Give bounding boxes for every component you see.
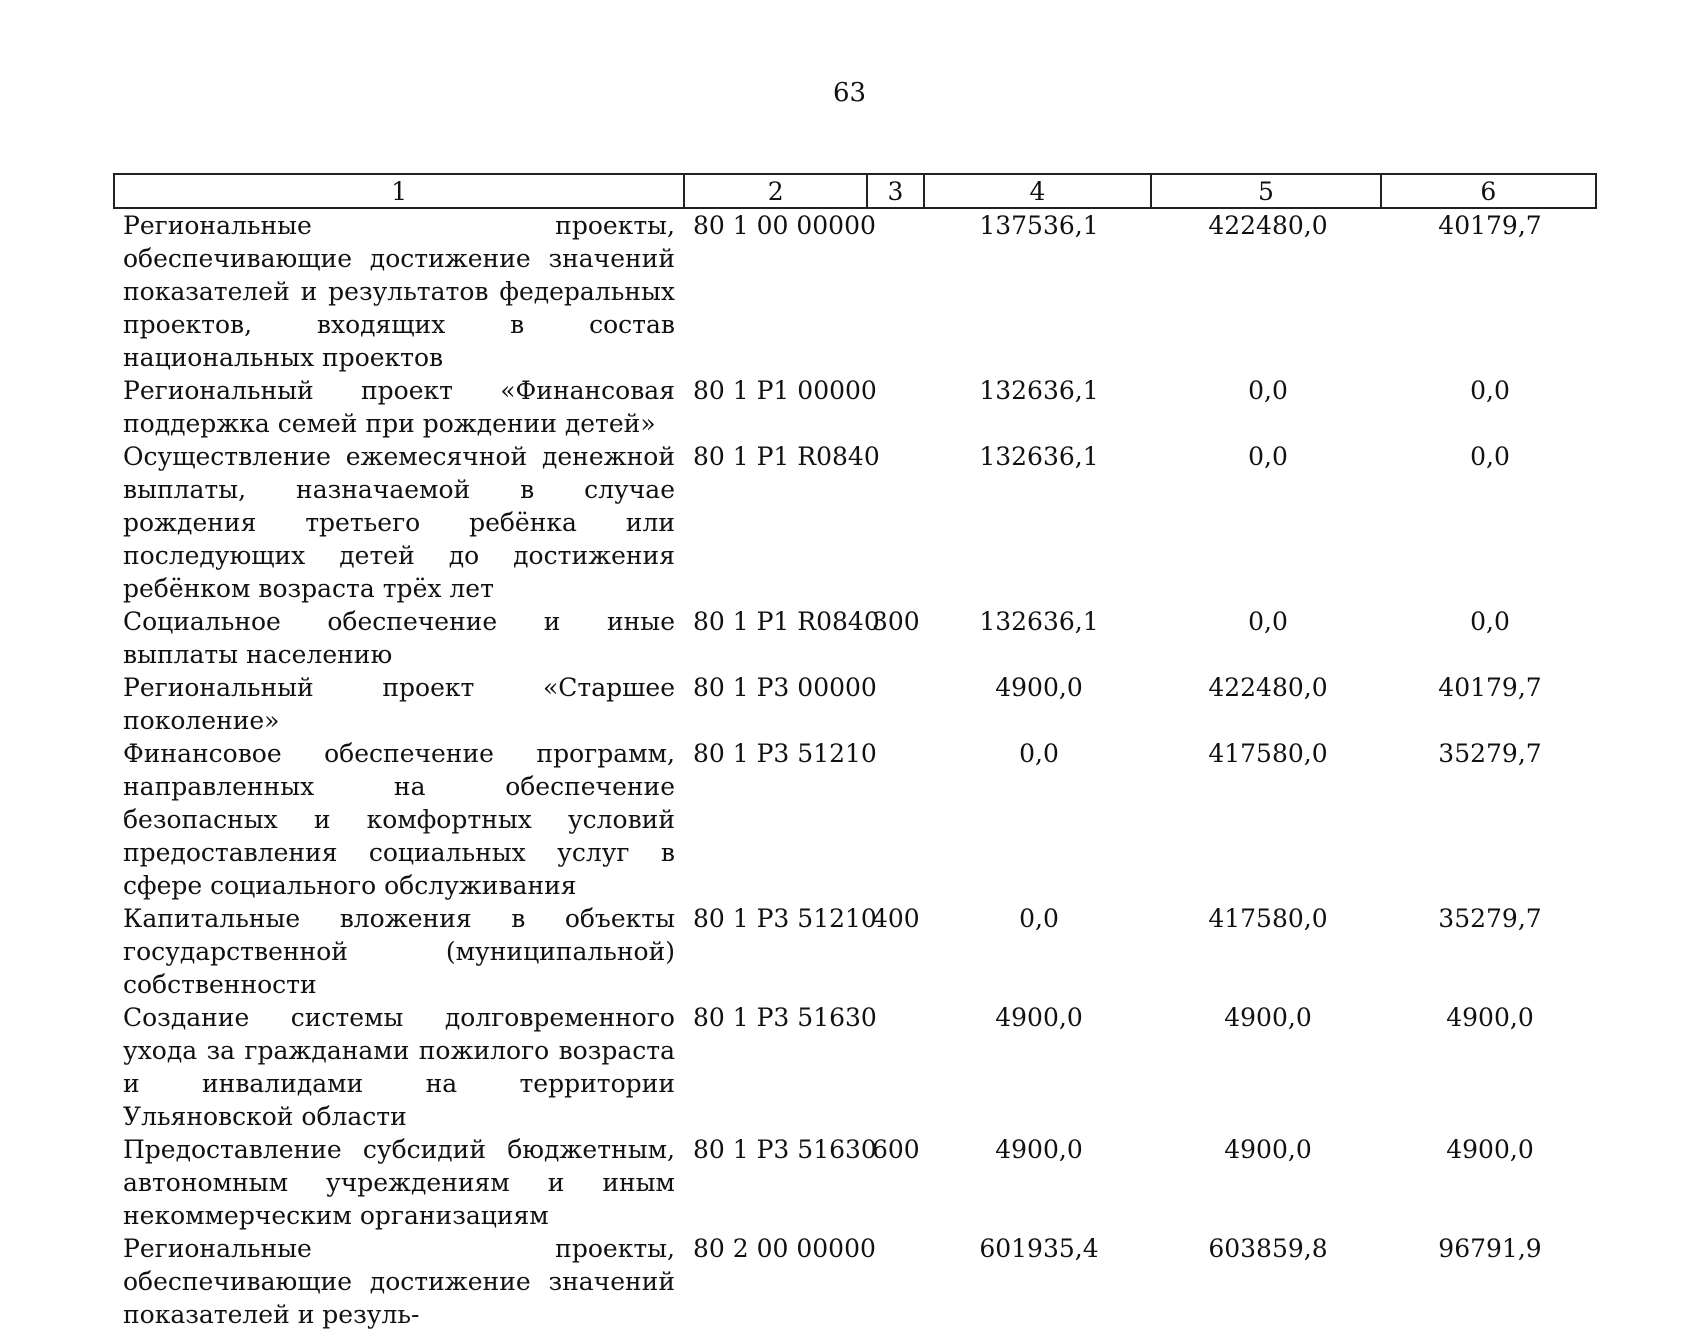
header-col-1: 1: [115, 175, 685, 207]
header-col-4: 4: [925, 175, 1152, 207]
row-value-4: 132636,1: [979, 442, 1099, 471]
row-value-4: 4900,0: [995, 673, 1083, 702]
table-row: [113, 902, 1597, 1001]
header-col-5: 5: [1152, 175, 1381, 207]
table-row: [113, 671, 1597, 737]
row-code: 80 1 00 00000: [693, 211, 876, 240]
row-code: 80 1 P1 R0840: [693, 442, 880, 471]
row-value-6: 96791,9: [1438, 1234, 1542, 1263]
row-code: 80 1 P3 51630: [693, 1003, 877, 1032]
row-name: Региональный проект «Старшее поколение»: [123, 673, 675, 735]
row-value-5: 0,0: [1248, 442, 1288, 471]
row-vr: [868, 440, 925, 605]
table-row: [113, 1001, 1597, 1133]
row-value-5: 417580,0: [1208, 739, 1328, 768]
row-name: Финансовое обеспечение программ, направленных на обеспечение безопасных и комфортных условий предоставления социальных услуг в сфере социального обслуживания: [123, 739, 675, 900]
row-name: Региональный проект «Финансовая поддержка семей при рождении детей»: [123, 376, 675, 438]
table-row: [113, 209, 1597, 374]
row-vr: [868, 1232, 925, 1331]
row-value-5: 603859,8: [1208, 1234, 1328, 1263]
row-value-5: 422480,0: [1208, 673, 1328, 702]
row-code: 80 1 P3 51210: [693, 739, 877, 768]
header-col-2: 2: [685, 175, 868, 207]
row-name: Региональные проекты, обеспечивающие достижение значений показателей и резуль-: [123, 1234, 675, 1329]
row-code: 80 1 P1 R0840: [693, 607, 880, 636]
row-value-4: 4900,0: [995, 1135, 1083, 1164]
table-row: [113, 605, 1597, 671]
row-value-5: 417580,0: [1208, 904, 1328, 933]
row-value-5: 0,0: [1248, 607, 1288, 636]
row-value-6: 4900,0: [1446, 1003, 1534, 1032]
row-code: 80 1 P3 51210: [693, 904, 877, 933]
row-value-4: 4900,0: [995, 1003, 1083, 1032]
table-row: [113, 737, 1597, 902]
row-value-6: 40179,7: [1438, 211, 1542, 240]
row-name: Осуществление ежемесячной денежной выплаты, назначаемой в случае рождения третьего ребёнка или последующих детей до достижения ребёнком возраста трёх лет: [123, 442, 675, 603]
table-header-row: [113, 173, 1597, 209]
row-value-4: 601935,4: [979, 1234, 1099, 1263]
header-col-6: 6: [1480, 177, 1497, 206]
row-vr: 600: [872, 1135, 920, 1164]
row-value-6: 40179,7: [1438, 673, 1542, 702]
table-row: [113, 440, 1597, 605]
row-vr: [868, 209, 925, 374]
row-value-6: 0,0: [1470, 376, 1510, 405]
row-value-6: 0,0: [1470, 607, 1510, 636]
row-vr: 400: [872, 904, 920, 933]
row-value-6: 35279,7: [1438, 739, 1542, 768]
row-value-4: 137536,1: [979, 211, 1099, 240]
row-value-6: 4900,0: [1446, 1135, 1534, 1164]
row-value-4: 0,0: [1019, 904, 1059, 933]
row-value-4: 0,0: [1019, 739, 1059, 768]
table-row: [113, 1232, 1597, 1331]
row-code: 80 1 P1 00000: [693, 376, 877, 405]
row-vr: [868, 737, 925, 902]
budget-table: [113, 173, 1597, 1331]
row-code: 80 1 P3 51630: [693, 1135, 877, 1164]
row-code: 80 2 00 00000: [693, 1234, 876, 1263]
row-value-4: 132636,1: [979, 376, 1099, 405]
row-name: Социальное обеспечение и иные выплаты населению: [123, 607, 675, 669]
row-vr: [868, 374, 925, 440]
row-code: 80 1 P3 00000: [693, 673, 877, 702]
row-value-6: 35279,7: [1438, 904, 1542, 933]
row-name: Региональные проекты, обеспечивающие достижение значений показателей и результатов федеральных проектов, входящих в состав национальных проектов: [123, 211, 675, 372]
row-value-5: 4900,0: [1224, 1135, 1312, 1164]
row-value-5: 4900,0: [1224, 1003, 1312, 1032]
row-name: Предоставление субсидий бюджетным, автономным учреждениям и иным некоммерческим организациям: [123, 1135, 675, 1230]
row-value-4: 132636,1: [979, 607, 1099, 636]
row-value-5: 0,0: [1248, 376, 1288, 405]
row-vr: [868, 671, 925, 737]
header-col-3: 3: [868, 175, 925, 207]
row-vr: [868, 1001, 925, 1133]
row-name: Капитальные вложения в объекты государственной (муниципальной) собственности: [123, 904, 675, 999]
page-number: 63: [832, 78, 867, 108]
row-value-5: 422480,0: [1208, 211, 1328, 240]
table-row: [113, 1133, 1597, 1232]
row-name: Создание системы долговременного ухода за гражданами пожилого возраста и инвалидами на территории Ульяновской области: [123, 1003, 675, 1131]
row-value-6: 0,0: [1470, 442, 1510, 471]
row-vr: 300: [872, 607, 920, 636]
table-row: [113, 374, 1597, 440]
